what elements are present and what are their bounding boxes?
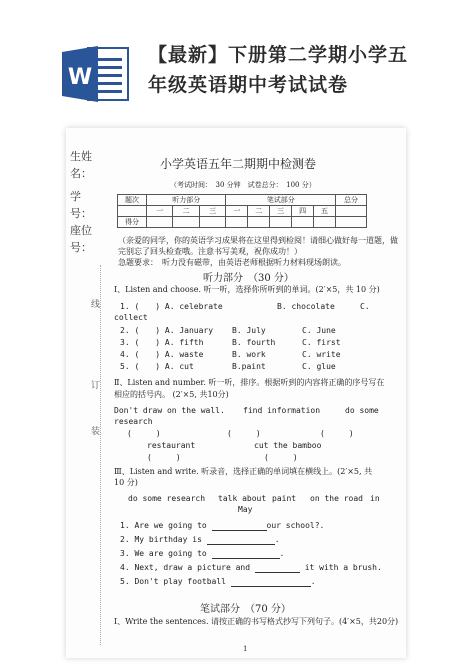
part1-item-1-a: 1. ( ) A. celebrate [120, 302, 223, 311]
score-table-row-header [118, 195, 367, 206]
part2-word-3: do some [345, 406, 379, 415]
score-table-row-parts [118, 206, 367, 217]
cell-part: 一 [147, 206, 173, 217]
intro-line-2: 完别忘了回头检查哦。注意书写美观，祝你成功！） [118, 247, 302, 256]
cell-part: 二 [173, 206, 199, 217]
intro-line-3: 急题要求： 听力没有磁带，由英语老师根据听力材料现场朗读。 [118, 258, 346, 267]
part1-item-5-b: B.paint [232, 362, 266, 371]
part2-word-1: Don't draw on the wall. [114, 406, 225, 415]
cell-score-label: 得分 [118, 217, 147, 228]
part1-item-2-b: B. July [232, 326, 266, 335]
page-number: 1 [243, 645, 248, 653]
label-seat-2: 号： [70, 241, 92, 254]
document-title [148, 40, 468, 100]
answer-blank[interactable] [212, 522, 267, 531]
label-student-number: 学号： [70, 190, 92, 220]
cell-item: 题次 [118, 195, 147, 206]
part3-title-1: Ⅲ、Listen and write. 听录音，选择正确的单词填在横线上。(2′×5, 共 [114, 467, 373, 476]
part1-item-3-a: 3. ( ) A. fifth [120, 338, 204, 347]
part3-item-3: 3. We are going to . [120, 549, 285, 558]
part2-word-2: find information [243, 406, 321, 415]
part3-item-2: 2. My birthday is . [120, 535, 280, 544]
cell-part: 二 [248, 206, 270, 217]
cell-part: 三 [270, 206, 292, 217]
answer-blank[interactable] [207, 536, 275, 545]
cell-part: 三 [199, 206, 226, 217]
part1-item-2-c: C. June [302, 326, 336, 335]
part1-item-4-b: B. work [232, 350, 266, 359]
cell-total: 总分 [336, 195, 367, 206]
answer-blank[interactable] [255, 564, 300, 573]
cell-listening: 听力部分 [147, 195, 226, 206]
part2-bracket-4: ( ) [147, 453, 181, 462]
title-line-1: 【最新】下册第二学期小学五 [148, 44, 409, 66]
exam-title: 小学英语五年二期期中检测卷 [160, 157, 317, 171]
title-line-2: 年级英语期中考试试卷 [148, 74, 349, 96]
part3-word-5: in [370, 494, 380, 503]
part3-item-4: 4. Next, draw a picture and it with a brush. [120, 563, 382, 572]
part3-word-4: on the road [310, 494, 363, 503]
part1-item-5-c: C. glue [302, 362, 336, 371]
label-seat-1: 座位 [70, 224, 92, 237]
answer-blank[interactable] [231, 578, 311, 587]
part3-word-1: do some research [128, 494, 206, 503]
score-table-row-scores [118, 217, 367, 228]
part3-word-3: paint [272, 494, 297, 503]
header-banner [0, 0, 474, 118]
part1-item-4-a: 4. ( ) A. waste [120, 350, 204, 359]
part2-word-4: restaurant [147, 441, 196, 450]
answer-blank[interactable] [212, 550, 280, 559]
part2-bracket-1: ( ) [127, 429, 161, 438]
part2-bracket-5: ( ) [264, 453, 298, 462]
student-info-sidebar [70, 140, 100, 256]
cell-part: 一 [226, 206, 248, 217]
exam-info: （考试时间： 30 分钟 试卷总分： 100 分） [170, 181, 316, 189]
part1-item-3-b: B. fourth [232, 338, 276, 347]
listening-section-header: 听力部分 （30 分） [203, 273, 294, 284]
part1-item-4-c: C. write [302, 350, 341, 359]
part1-item-3-c: C. first [302, 338, 341, 347]
part1-item-5-a: 5. ( ) A. cut [120, 362, 194, 371]
part1-item-1-b: B. chocolate [277, 302, 335, 311]
binding-mark-bind: 装 [91, 427, 101, 437]
part3-word-2: talk about [218, 494, 267, 503]
binding-mark-line: 线 [91, 300, 101, 310]
part2-title-1: Ⅱ、Listen and number. 听一听，排序。根据听到的内容将正确的序号写在 [114, 378, 385, 387]
label-name-2: 名： [70, 167, 92, 180]
part1-title: Ⅰ、Listen and choose. 听一听，选择你所听到的单词。(2′×5，共 10 分) [114, 285, 380, 294]
part2-bracket-2: ( ) [227, 429, 261, 438]
part3-item-5: 5. Don't play football . [120, 577, 316, 586]
part2-title-2: 相应的括号内。 (2′×5, 共10分) [114, 390, 229, 399]
part3-item-1: 1. Are we going to our school?. [120, 521, 325, 530]
writing-task-title: Ⅰ、Write the sentences. 请按正确的书写格式抄写下列句子。(4′×5，共20分) [114, 617, 399, 626]
part2-word-5: cut the bamboo [254, 441, 322, 450]
intro-line-1: （亲爱的同学，你的英语学习成果将在这里得到检阅！请细心做好每一道题，做 [118, 236, 398, 245]
label-name-1: 生姓 [70, 150, 92, 163]
part3-word-5b: May [238, 505, 253, 514]
written-section-header: 笔试部分 （70 分） [200, 604, 291, 615]
part2-word-3b: research [114, 417, 153, 426]
part1-item-1-c: C. [360, 302, 370, 311]
score-table [117, 194, 367, 228]
cell-part: 五 [314, 206, 336, 217]
word-document-icon [62, 44, 130, 104]
cell-part: 四 [292, 206, 314, 217]
part2-bracket-3: ( ) [320, 429, 354, 438]
part3-title-2: 10 分) [114, 478, 138, 487]
binding-mark-order: 订 [91, 381, 101, 391]
word-letter: W [67, 65, 93, 90]
part1-item-1-c-word: collect [114, 313, 148, 322]
part1-item-2-a: 2. ( ) A. January [120, 326, 214, 335]
cell-written: 笔试部分 [226, 195, 336, 206]
binding-line [100, 265, 101, 645]
